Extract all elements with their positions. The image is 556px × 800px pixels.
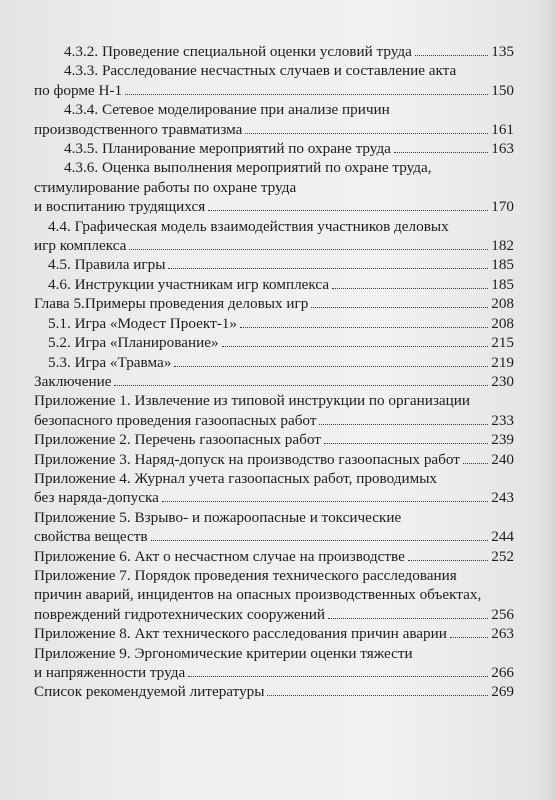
toc-entry — [34, 42, 514, 61]
toc-entry-title: свойства веществ — [34, 528, 148, 546]
toc-entry-title: Список рекомендуемой литературы — [34, 683, 265, 701]
toc-entry — [34, 217, 514, 256]
toc-entry-line — [34, 255, 514, 274]
toc-entry-title: 4.3.2. Проведение специальной оценки условий труда — [64, 43, 412, 60]
toc-page-number: 263 — [491, 625, 514, 643]
toc-page-number: 256 — [491, 605, 514, 623]
toc-entry-line — [34, 333, 514, 352]
toc-entry-title: 4.3.6. Оценка выполнения мероприятий по охране труда, — [64, 159, 432, 177]
toc-entry — [34, 139, 514, 158]
toc-page-number: 208 — [491, 314, 514, 332]
toc-page-number: 163 — [491, 140, 514, 158]
toc-page-number: 161 — [491, 120, 514, 138]
dot-leader — [394, 152, 488, 153]
toc-entry-line — [34, 663, 514, 682]
toc-entry-line — [34, 120, 514, 139]
toc-entry-title: стимулирование работы по охране труда — [34, 178, 297, 196]
dot-leader — [114, 385, 488, 386]
dot-leader — [168, 268, 488, 269]
toc-entry — [34, 566, 514, 624]
toc-page-number: 252 — [491, 547, 514, 565]
toc-entry-line — [34, 139, 514, 158]
toc-entry-line — [34, 547, 514, 566]
toc-entry-title: Приложение 8. Акт технического расследования причин аварии — [34, 625, 447, 643]
toc-entry — [34, 508, 514, 547]
toc-entry-title: игр комплекса — [34, 237, 127, 255]
toc-entry — [34, 391, 514, 430]
dot-leader — [151, 540, 489, 541]
toc-entry-title: Приложение 1. Извлечение из типовой инструкции по организации — [34, 392, 470, 410]
dot-leader — [332, 288, 488, 289]
toc-page-number: 185 — [491, 256, 514, 274]
toc-page-number: 170 — [491, 198, 514, 216]
toc-entry-title: и воспитанию трудящихся — [34, 198, 206, 216]
dot-leader — [188, 676, 488, 677]
toc-page-number: 266 — [491, 664, 514, 681]
toc-entry-line — [34, 42, 514, 61]
toc-entry-line — [34, 411, 514, 430]
toc-entry-title: 4.3.5. Планирование мероприятий по охране труда — [64, 140, 391, 158]
toc-entry-line — [34, 236, 514, 255]
toc-page-number: 230 — [491, 372, 514, 390]
dot-leader — [311, 307, 488, 308]
page-edge-shadow — [538, 0, 556, 800]
dot-leader — [328, 618, 488, 619]
toc-entry-line — [34, 624, 514, 643]
toc-entry-line — [34, 430, 514, 449]
toc-entry-title: 5.2. Игра «Планирование» — [48, 334, 219, 352]
toc-entry-title: без наряда-допуска — [34, 489, 159, 507]
toc-entry-line — [34, 197, 514, 216]
dot-leader — [125, 94, 488, 95]
toc-entry — [34, 353, 514, 372]
toc-page-number: 240 — [491, 450, 514, 468]
toc-entry-title: Приложение 2. Перечень газоопасных работ — [34, 431, 321, 449]
toc-entry-line — [34, 527, 514, 546]
toc-entry-line — [34, 353, 514, 372]
toc-entry — [34, 100, 514, 139]
dot-leader — [129, 249, 488, 250]
dot-leader — [324, 443, 488, 444]
toc-entry-line — [34, 314, 514, 333]
toc-entry-title: по форме Н-1 — [34, 81, 123, 99]
toc-page-number: 182 — [491, 237, 514, 255]
toc-entry-title: 5.3. Игра «Травма» — [48, 353, 172, 371]
toc-page-number: 185 — [491, 275, 514, 293]
toc-page-number: 244 — [491, 528, 514, 546]
toc-entry-line — [34, 488, 514, 507]
toc-entry-title: 4.3.4. Сетевое моделирование при анализе причин — [64, 101, 390, 119]
toc-page-number: 135 — [491, 43, 514, 60]
toc-entry-title: и напряженности труда — [34, 664, 186, 681]
toc-entry — [34, 547, 514, 566]
toc-entry-line — [34, 450, 514, 469]
toc-entry-title: Приложение 5. Взрыво- и пожароопасные и токсические — [34, 508, 402, 526]
toc-entry-title: Глава 5.Примеры проведения деловых игр — [34, 295, 309, 313]
toc-entry — [34, 294, 514, 313]
dot-leader — [162, 501, 488, 502]
toc-entry-line — [34, 81, 514, 100]
toc-entry-line — [34, 605, 514, 624]
toc-entry-line — [34, 682, 514, 701]
toc-entry-title: повреждений гидротехнических сооружений — [34, 605, 325, 623]
dot-leader — [450, 637, 488, 638]
toc-entry — [34, 158, 514, 216]
toc-entry-title: Приложение 3. Наряд-допуск на производство газоопасных работ — [34, 450, 460, 468]
toc-entry-title: Приложение 7. Порядок проведения технического расследования — [34, 566, 457, 584]
toc-entry — [34, 255, 514, 274]
toc-page-number: 208 — [491, 295, 514, 313]
toc-entry — [34, 314, 514, 333]
toc-entry — [34, 333, 514, 352]
toc-entry — [34, 450, 514, 469]
toc-entry-title: производственного травматизма — [34, 120, 243, 138]
toc-page-number: 150 — [491, 81, 514, 99]
dot-leader — [319, 424, 488, 425]
toc-entry-title: Приложение 4. Журнал учета газоопасных работ, проводимых — [34, 469, 438, 487]
dot-leader — [222, 346, 489, 347]
toc-entry-title: Заключение — [34, 372, 112, 390]
table-of-contents — [34, 42, 514, 702]
toc-entry — [34, 624, 514, 643]
toc-entry — [34, 430, 514, 449]
toc-entry — [34, 644, 514, 683]
dot-leader — [240, 327, 488, 328]
toc-entry-title: 4.6. Инструкции участникам игр комплекса — [48, 275, 330, 293]
dot-leader — [174, 366, 488, 367]
toc-entry-title: причин аварий, инцидентов на опасных производственных объектах, — [34, 586, 482, 604]
toc-page-number: 219 — [491, 353, 514, 371]
toc-entry-line — [34, 275, 514, 294]
toc-entry-title: Приложение 9. Эргономические критерии оценки тяжести — [34, 644, 413, 662]
dot-leader — [245, 133, 488, 134]
toc-page-number: 215 — [491, 334, 514, 352]
dot-leader — [415, 55, 488, 56]
toc-page-number: 239 — [491, 431, 514, 449]
toc-page-number: 233 — [491, 411, 514, 429]
toc-entry-title: Приложение 6. Акт о несчастном случае на производстве — [34, 547, 405, 565]
toc-entry-title: 4.5. Правила игры — [48, 256, 166, 274]
toc-entry — [34, 372, 514, 391]
toc-entry-title: 5.1. Игра «Модест Проект-1» — [48, 314, 237, 332]
toc-entry-title: безопасного проведения газоопасных работ — [34, 411, 317, 429]
toc-entry — [34, 61, 514, 100]
toc-entry-title: 4.4. Графическая модель взаимодействия участников деловых — [48, 217, 449, 235]
dot-leader — [463, 463, 488, 464]
toc-page-number: 269 — [491, 683, 514, 701]
dot-leader — [267, 695, 488, 696]
toc-entry — [34, 275, 514, 294]
dot-leader — [408, 560, 488, 561]
toc-entry-title: 4.3.3. Расследование несчастных случаев и составление акта — [64, 62, 457, 80]
toc-entry-line — [34, 372, 514, 391]
toc-entry — [34, 469, 514, 508]
toc-entry — [34, 682, 514, 701]
toc-page-number: 243 — [491, 489, 514, 507]
toc-entry-line — [34, 294, 514, 313]
dot-leader — [208, 210, 488, 211]
